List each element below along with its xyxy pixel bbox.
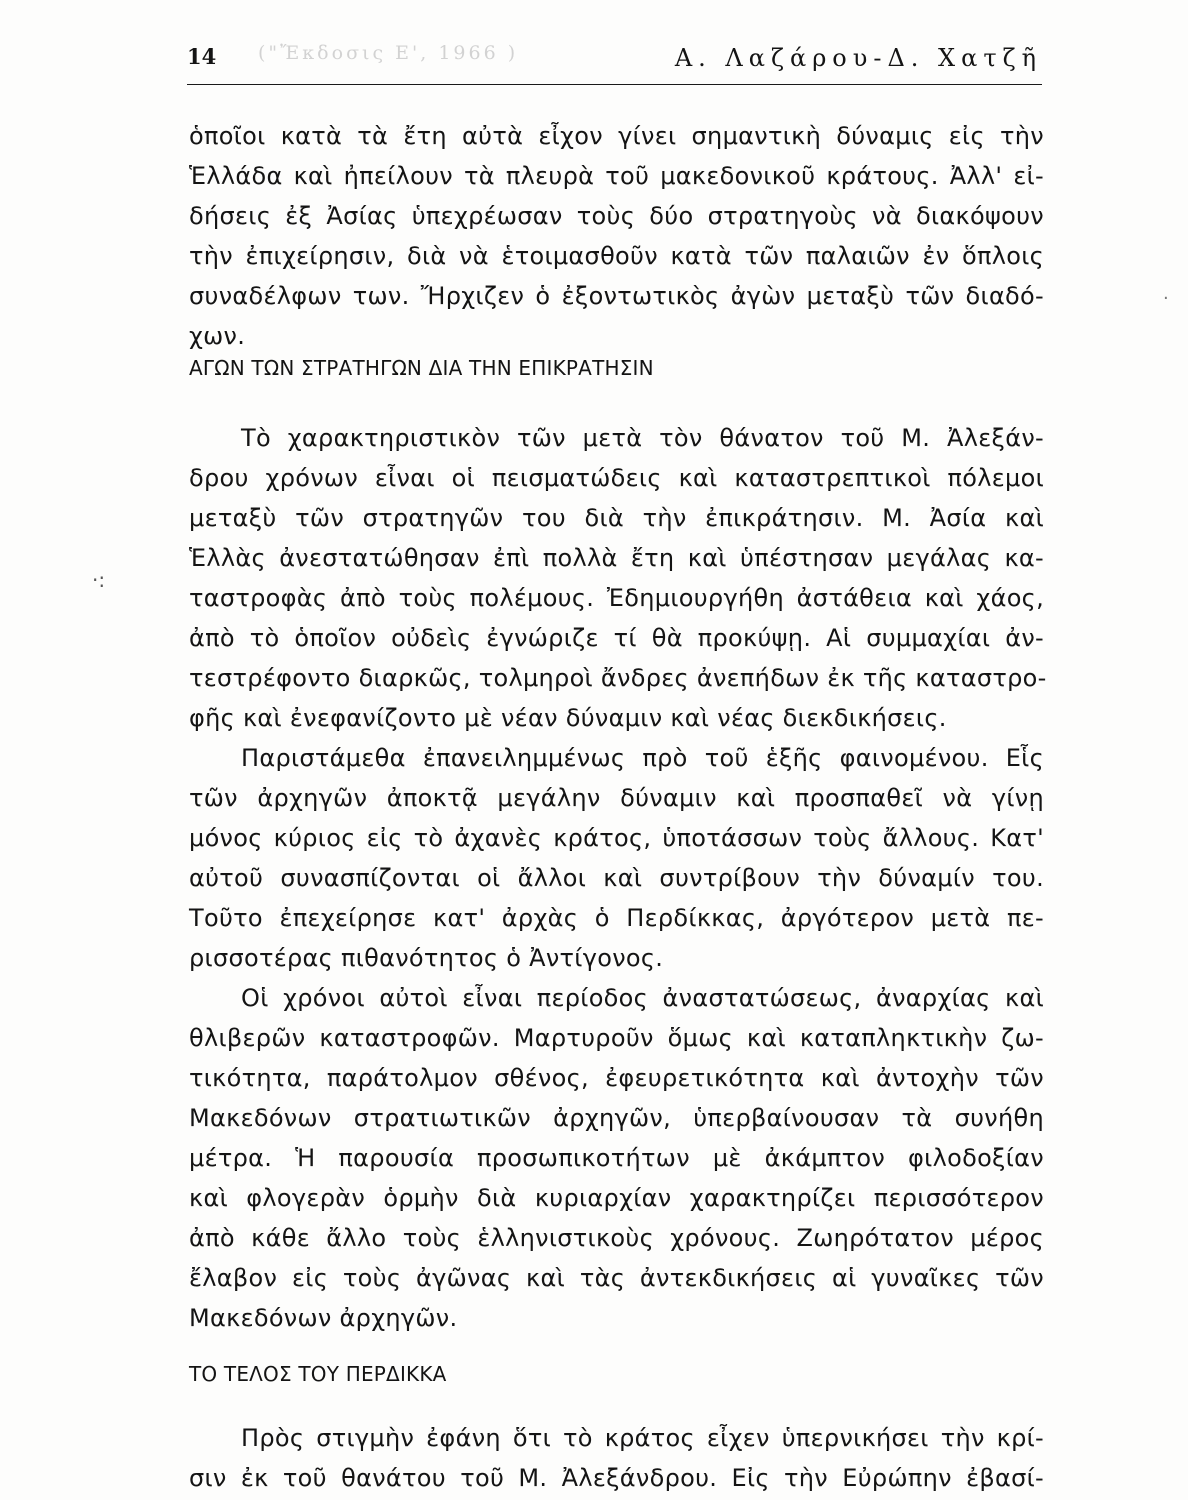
text-line: ἀπὸ κάθε ἄλλο τοὺς ἑλληνιστικοὺς χρόνους. Ζωηρότατον μέρος: [189, 1224, 1044, 1252]
text-line: τῶν ἀρχηγῶν ἀποκτᾷ μεγάλην δύναμιν καὶ προσπαθεῖ νὰ γίνῃ: [189, 784, 1044, 812]
section-heading: ΤΟ ΤΕΛΟΣ ΤΟΥ ΠΕΡΔΙΚΚΑ: [189, 1362, 447, 1386]
text-line: Μακεδόνων ἀρχηγῶν.: [189, 1304, 458, 1332]
text-line: μόνος κύριος εἰς τὸ ἀχανὲς κράτος, ὑποτάσσων τοὺς ἄλλους. Κατ': [189, 824, 1044, 852]
page-header: [187, 40, 1042, 85]
text-line: ταστροφὰς ἀπὸ τοὺς πολέμους. Ἐδημιουργήθη ἀστάθεια καὶ χάος,: [189, 584, 1044, 612]
text-line: αὐτοῦ συνασπίζονται οἱ ἄλλοι καὶ συντρίβουν τὴν δύναμίν του.: [189, 864, 1044, 892]
text-line: σιν ἐκ τοῦ θανάτου τοῦ Μ. Ἀλεξάνδρου. Εἰς τὴν Εὐρώπην ἐβασί-: [189, 1464, 1044, 1492]
text-line: τεστρέφοντο διαρκῶς, τολμηροὶ ἄνδρες ἀνεπήδων ἐκ τῆς καταστρο-: [189, 664, 1047, 692]
section-heading: ΑΓΩΝ ΤΩΝ ΣΤΡΑΤΗΓΩΝ ΔΙΑ ΤΗΝ ΕΠΙΚΡΑΤΗΣΙΝ: [189, 356, 654, 380]
text-line: ὁποῖοι κατὰ τὰ ἔτη αὐτὰ εἶχον γίνει σημαντικὴ δύναμις εἰς τὴν: [189, 122, 1044, 150]
text-line: ρισσοτέρας πιθανότητος ὁ Ἀντίγονος.: [189, 944, 664, 972]
text-line: καὶ φλογερὰν ὁρμὴν διὰ κυριαρχίαν χαρακτηρίζει περισσότερον: [189, 1184, 1044, 1212]
text-line: θλιβερῶν καταστροφῶν. Μαρτυροῦν ὅμως καὶ καταπληκτικὴν ζω-: [189, 1024, 1044, 1052]
text-line: Οἱ χρόνοι αὐτοὶ εἶναι περίοδος ἀναστατώσεως, ἀναρχίας καὶ: [241, 984, 1044, 1012]
running-head-authors: Α. Λαζάρου-Δ. Χατζῆ: [674, 44, 1042, 72]
text-line: Τοῦτο ἐπεχείρησε κατ' ἀρχὰς ὁ Περδίκκας, ἀργότερον μετὰ πε-: [189, 904, 1044, 932]
text-line: συναδέλφων των. Ἤρχιζεν ὁ ἐξοντωτικὸς ἀγὼν μεταξὺ τῶν διαδό-: [189, 282, 1044, 310]
text-line: τικότητα, παράτολμον σθένος, ἐφευρετικότητα καὶ ἀντοχὴν τῶν: [189, 1064, 1044, 1092]
text-line: Παριστάμεθα ἐπανειλημμένως πρὸ τοῦ ἑξῆς φαινομένου. Εἷς: [241, 744, 1044, 772]
text-line: Ἑλλὰς ἀνεστατώθησαν ἐπὶ πολλὰ ἔτη καὶ ὑπέστησαν μεγάλας κα-: [189, 544, 1044, 572]
text-line: ἔλαβον εἰς τοὺς ἀγῶνας καὶ τὰς ἀντεκδικήσεις αἱ γυναῖκες τῶν: [189, 1264, 1044, 1292]
text-line: τὴν ἐπιχείρησιν, διὰ νὰ ἑτοιμασθοῦν κατὰ τῶν παλαιῶν ἐν ὅπλοις: [189, 242, 1044, 270]
page-number: 14: [187, 44, 217, 69]
text-line: δρου χρόνων εἶναι οἱ πεισματώδεις καὶ καταστρεπτικοὶ πόλεμοι: [189, 464, 1044, 492]
text-line: Πρὸς στιγμὴν ἐφάνη ὅτι τὸ κράτος εἶχεν ὑπερνικήσει τὴν κρί-: [241, 1424, 1044, 1452]
text-line: χων.: [189, 322, 246, 350]
text-line: ἀπὸ τὸ ὁποῖον οὐδεὶς ἐγνώριζε τί θὰ προκύψῃ. Αἱ συμμαχίαι ἀν-: [189, 624, 1044, 652]
text-line: Ἑλλάδα καὶ ἠπείλουν τὰ πλευρὰ τοῦ μακεδονικοῦ κράτους. Ἀλλ' εἰ-: [189, 162, 1044, 190]
margin-dots: ·:: [92, 568, 106, 592]
text-line: μέτρα. Ἡ παρουσία προσωπικοτήτων μὲ ἀκάμπτον φιλοδοξίαν: [189, 1144, 1044, 1172]
text-line: Μακεδόνων στρατιωτικῶν ἀρχηγῶν, ὑπερβαίνουσαν τὰ συνήθη: [189, 1104, 1044, 1132]
bleed-through-header: ("Ἔκδοσις Ε', 1966 ): [258, 42, 519, 64]
text-line: Τὸ χαρακτηριστικὸν τῶν μετὰ τὸν θάνατον τοῦ Μ. Ἀλεξάν-: [241, 424, 1044, 452]
text-line: φῆς καὶ ἐνεφανίζοντο μὲ νέαν δύναμιν καὶ νέας διεκδικήσεις.: [189, 704, 947, 732]
text-line: δήσεις ἐξ Ἀσίας ὑπεχρέωσαν τοὺς δύο στρατηγοὺς νὰ διακόψουν: [189, 202, 1044, 230]
text-line: μεταξὺ τῶν στρατηγῶν του διὰ τὴν ἐπικράτησιν. Μ. Ἀσία καὶ: [189, 504, 1044, 532]
margin-speck: ·: [1163, 288, 1169, 309]
